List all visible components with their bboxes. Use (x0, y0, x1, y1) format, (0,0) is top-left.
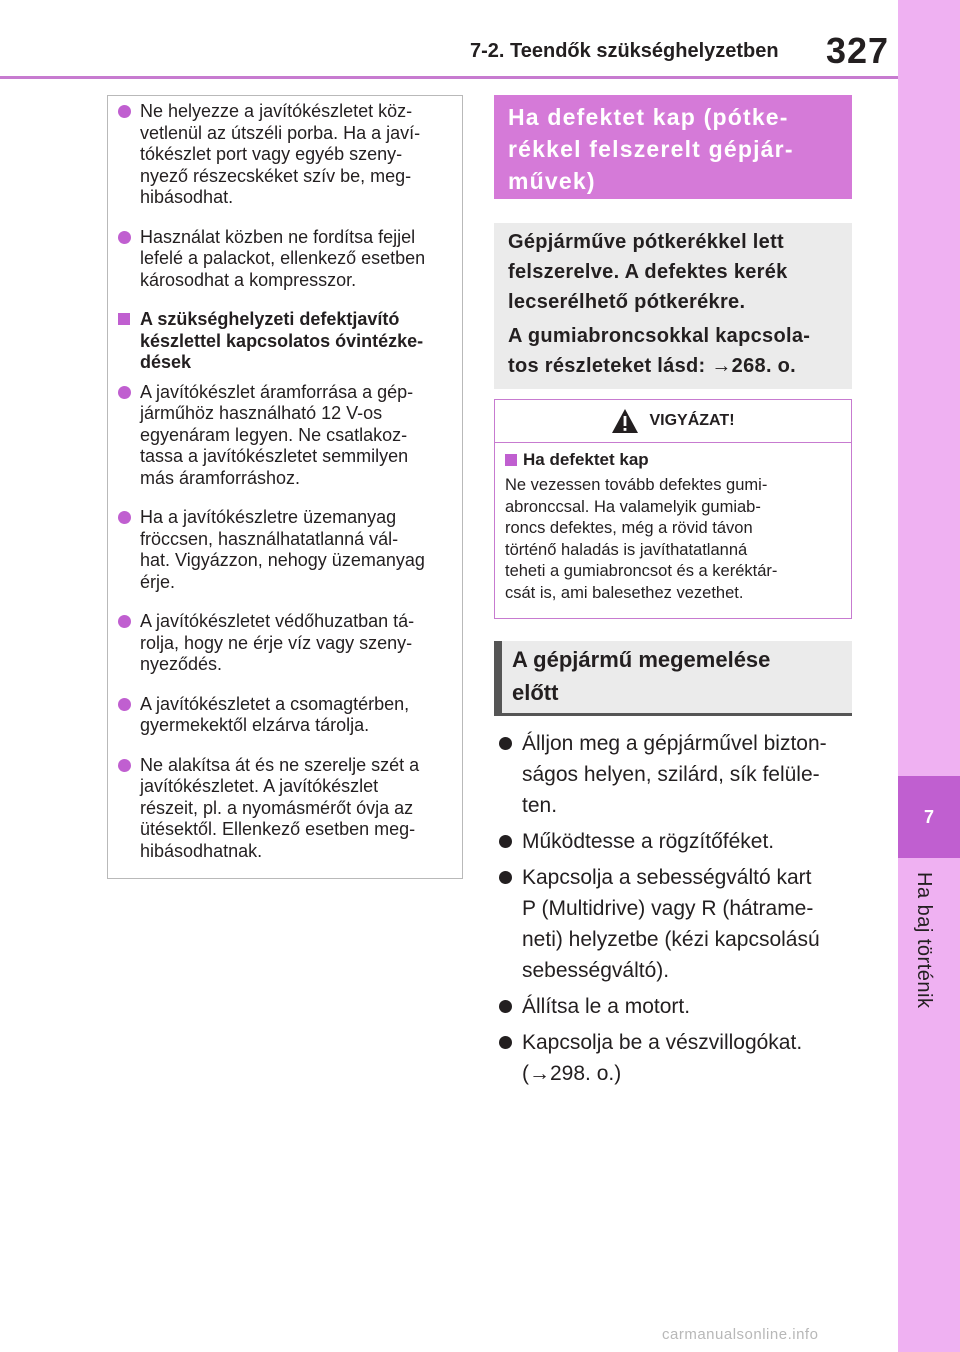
list-item (494, 862, 854, 986)
info-reference (508, 321, 838, 381)
bullet-dot-icon (499, 835, 512, 848)
square-bullet-icon (505, 454, 517, 466)
list-item-text: Ne alakítsa át és ne szerelje szét a javítókészletet. A javítókészlet részeit, pl. a nyomásmérőt óvja az ütésektől. Ellenkező esetben meg- hibásodhatnak. (140, 754, 420, 861)
caution-box (494, 399, 852, 619)
list-item (116, 611, 456, 676)
bullet-dot-icon (118, 759, 131, 772)
info-reference-text: A gumiabroncsokkal kapcsola- tos részleteket lásd: (508, 325, 811, 377)
caution-header (495, 400, 851, 443)
list-item-text: Ne helyezze a javítókészletet köz- vetlenül az útszéli porba. Ha a javí- tókészlet port vagy egyéb szeny- nyező részecskéket szív be, meg- hibásodhat. (140, 101, 421, 207)
step-text: Álljon meg a gépjárművel bizton- ságos helyen, szilárd, sík felüle- ten. (522, 732, 827, 817)
step-text: Működtesse a rögzítőféket. (522, 830, 775, 853)
list-item-text: A javítókészletet védőhuzatban tá- rolja, hogy ne érje víz vagy szeny- nyeződés. (140, 611, 415, 674)
list-item (116, 755, 456, 863)
spare-tire-heading: Ha defektet kap (pótke- rékkel felszerelt gépjár- művek) (494, 95, 852, 199)
list-item-text: A javítókészletet a csomagtérben, gyermekektől elzárva tárolja. (140, 693, 410, 735)
chapter-label: Ha baj történik (913, 872, 935, 1009)
subsection-heading-text: A szükséghelyzeti defektjavító készlettel kapcsolatos óvintézke- dések (140, 309, 424, 372)
side-tab-strip (898, 0, 960, 1352)
square-bullet-icon (118, 313, 130, 325)
step-text: Kapcsolja be a vészvillogókat. (→298. o.) (522, 1031, 803, 1085)
subsection-heading (116, 309, 456, 374)
list-item-text: Ha a javítókészletre üzemanyag fröccsen, használhatatlanná vál- hat. Vigyázzon, nehogy üzemanyag érje. (140, 507, 425, 592)
spare-tire-info-box (494, 223, 852, 389)
list-item-text: A javítókészlet áramforrása a gép- járműhöz használható 12 V-os egyenáram legyen. Ne csatlakoz- tassa a javítókészletet semmilyen más áramforráshoz. (140, 381, 414, 488)
caution-subheading-text: Ha defektet kap (523, 450, 649, 469)
list-item (116, 382, 456, 490)
caution-subheading (505, 449, 841, 471)
caution-text: Ne vezessen tovább defektes gumi- abronccsal. Ha valamelyik gumiab- roncs defektes, még a rövid távon történő haladás is javíthatatlanná teheti a gumiabroncsot és a keréktár- csát is, ami balesethez vezethet. (505, 476, 778, 602)
info-text: Gépjárműve pótkerékkel lett felszerelve. A defektes kerék lecserélhető pótkerékre. (508, 231, 788, 313)
list-item (494, 991, 854, 1022)
bullet-dot-icon (118, 511, 131, 524)
step-text: Kapcsolja a sebességváltó kart P (Multidrive) vagy R (hátrame- neti) helyzetbe (kézi kapcsolású sebességváltó). (522, 866, 820, 982)
list-item (494, 728, 854, 821)
watermark: carmanualsonline.info (662, 1326, 819, 1343)
bullet-dot-icon (118, 386, 131, 399)
jacking-section-heading: A gépjármű megemelése előtt (494, 641, 852, 716)
step-text: Állítsa le a motort. (522, 995, 691, 1018)
list-item-text: Használat közben ne fordítsa fejjel lefelé a palackot, ellenkező esetben károsodhat a kompresszor. (140, 226, 426, 290)
bullet-dot-icon (499, 1036, 512, 1049)
precautions-box (107, 95, 463, 879)
bullet-dot-icon (499, 1000, 512, 1013)
bullet-dot-icon (118, 698, 131, 711)
bullet-dot-icon (499, 871, 512, 884)
list-item (116, 101, 456, 209)
list-item (116, 227, 456, 292)
list-item (494, 1027, 854, 1089)
page-number: 327 (826, 30, 890, 71)
caution-title: VIGYÁZAT! (649, 412, 735, 429)
step-list (494, 728, 854, 1094)
bullet-dot-icon (499, 737, 512, 750)
bullet-dot-icon (118, 105, 131, 118)
page-reference-link[interactable]: 268. o. (731, 355, 797, 377)
bullet-dot-icon (118, 615, 131, 628)
list-item (116, 507, 456, 593)
chapter-number-tab: 7 (898, 776, 960, 858)
warning-triangle-icon (611, 408, 639, 434)
arrow-icon: → (711, 355, 732, 377)
list-item (116, 694, 456, 737)
section-title: 7-2. Teendők szükséghelyzetben (470, 40, 779, 62)
list-item (494, 826, 854, 857)
header-divider (0, 76, 898, 79)
bullet-dot-icon (118, 231, 131, 244)
